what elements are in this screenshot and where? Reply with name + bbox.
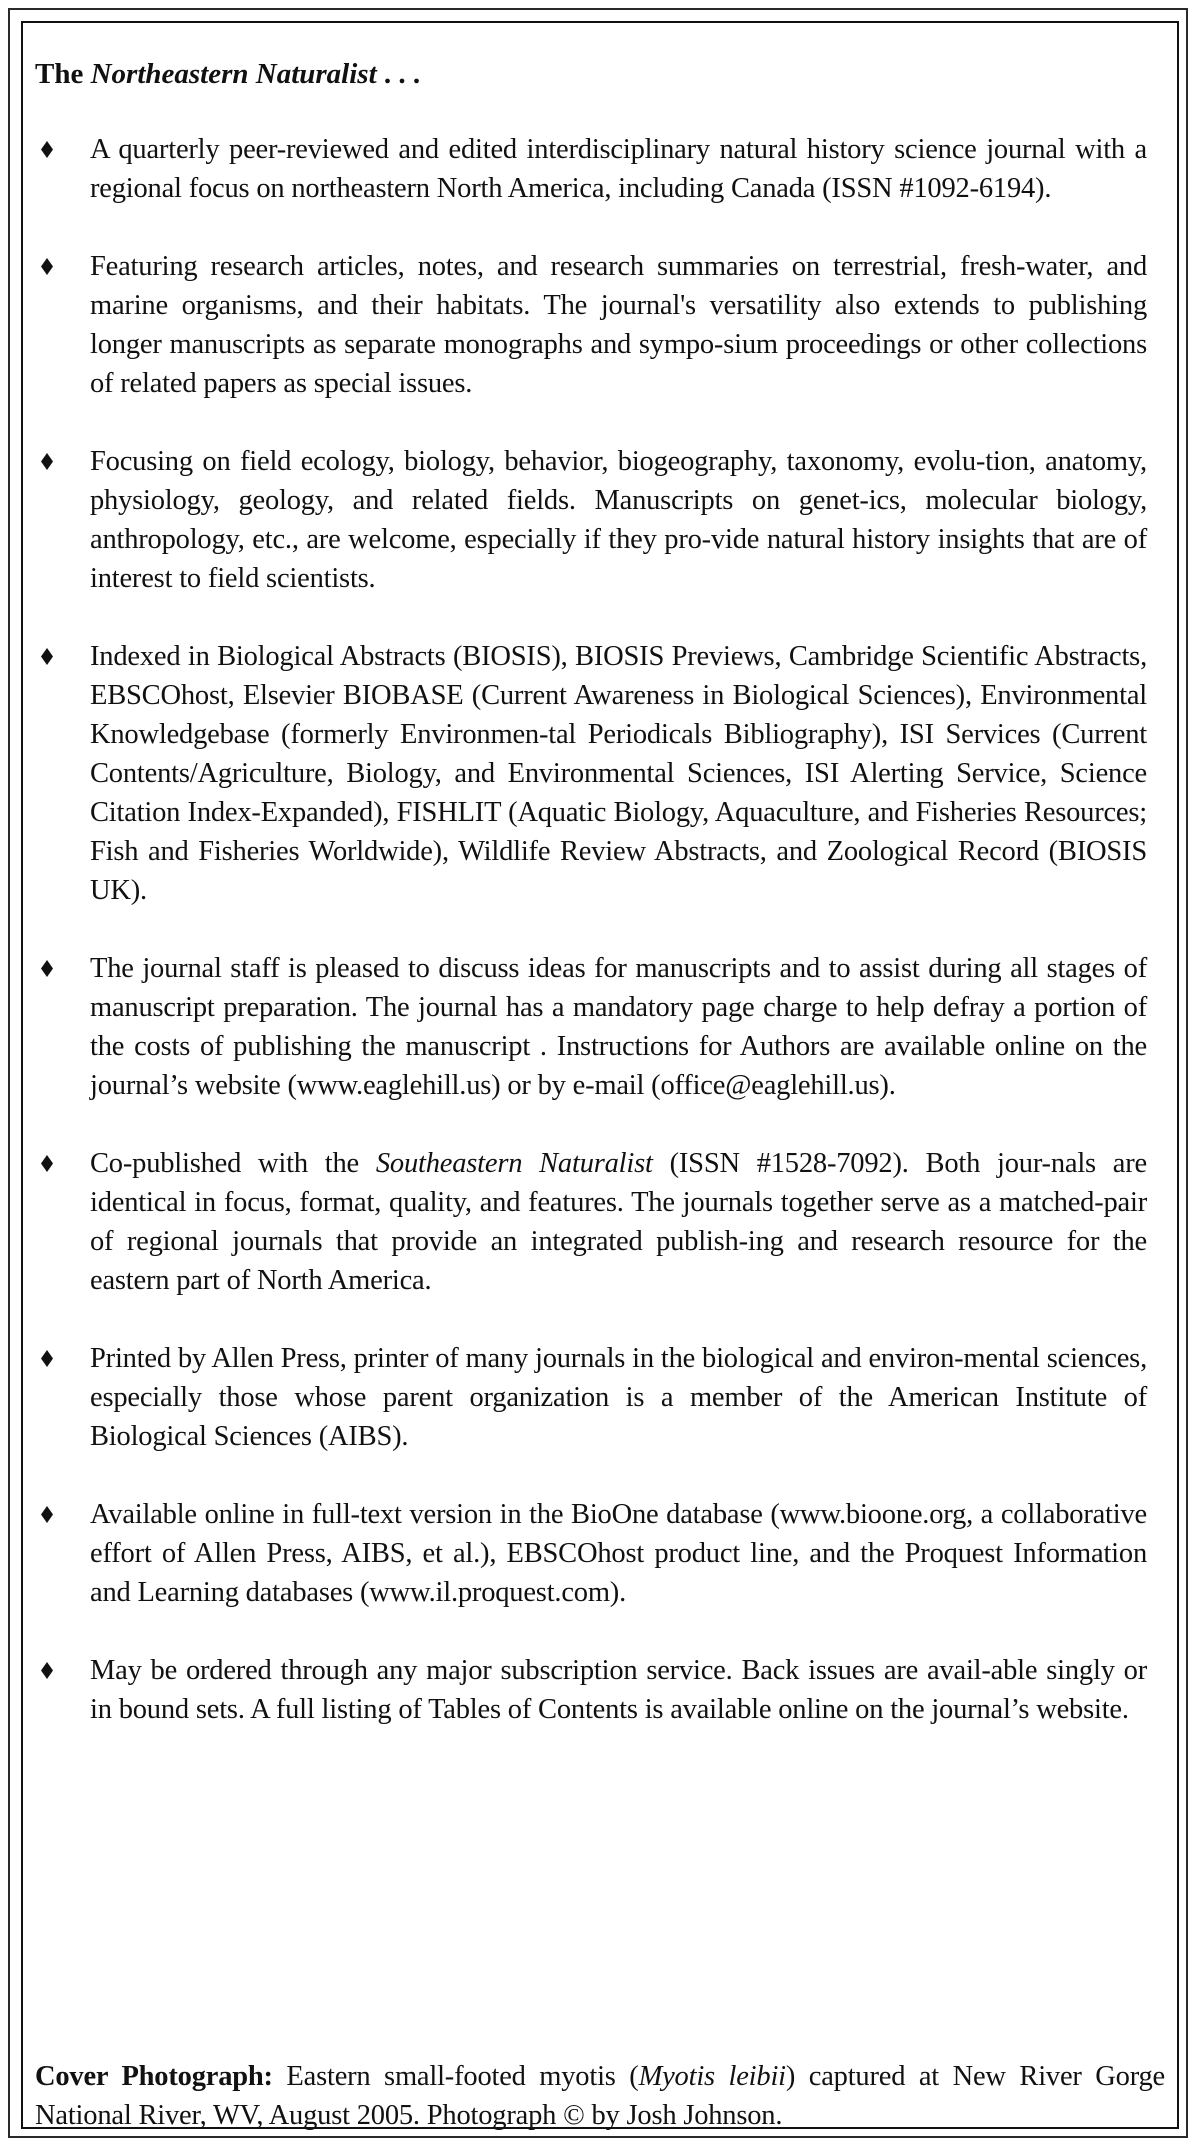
journal-description [35, 56, 1165, 1768]
diamond-bullet-icon [41, 141, 53, 158]
journal-name: Northeastern Naturalist [90, 58, 377, 90]
list-item-text: Featuring research articles, notes, and research summaries on terrestrial, fresh-water, and marine organisms, and their habitats. The journal's versatility also extends to publishing longer manuscripts as separate monographs and sympo-sium proceedings or other collections of related papers as special issues. [90, 251, 1147, 399]
list-item [35, 1144, 1165, 1300]
diamond-bullet-icon [41, 453, 53, 470]
title-suffix: . . . [376, 58, 421, 90]
list-item-text: Available online in full-text version in the BioOne database (www.bioone.org, a collaborative effort of Allen Press, AIBS, et al.), EBSCOhost product line, and the Proquest Information and Learning databases (www.il.proquest.com). [90, 1499, 1147, 1608]
feature-list [35, 130, 1165, 1729]
title-prefix: The [35, 58, 91, 90]
list-item-text: (ISSN #1528-7092). Both jour-nals are identical in focus, format, quality, and features. The journals together serve as a matched-pair of regional journals that provide an integrated publish-ing and research resource for the eastern part of North America. [90, 1148, 1147, 1296]
caption-text-after: ) captured at New River Gorge National River, WV, August 2005. Photograph © by Josh Johnson. [35, 2060, 1165, 2131]
list-item-text: Focusing on field ecology, biology, behavior, biogeography, taxonomy, evolu-tion, anatomy, physiology, geology, and related fields. Manuscripts on genet-ics, molecular biology, anthropology, etc., are welcome, especially if they pro-vide natural history insights that are of interest to field scientists. [90, 446, 1147, 594]
list-item [35, 247, 1165, 403]
diamond-bullet-icon [41, 648, 53, 665]
caption-label: Cover Photograph: [35, 2060, 273, 2092]
list-item [35, 1651, 1165, 1729]
diamond-bullet-icon [41, 1155, 53, 1172]
list-item [35, 1495, 1165, 1612]
diamond-bullet-icon [41, 258, 53, 275]
diamond-bullet-icon [41, 1350, 53, 1367]
species-name: Myotis leibii [638, 2060, 786, 2092]
list-item [35, 442, 1165, 598]
caption-text-before: Eastern small-footed myotis ( [272, 2060, 639, 2092]
diamond-bullet-icon [41, 1506, 53, 1523]
diamond-bullet-icon [41, 1662, 53, 1679]
list-item [35, 949, 1165, 1105]
list-item-text: A quarterly peer-reviewed and edited interdisciplinary natural history science journal with a regional focus on northeastern North America, including Canada (ISSN #1092-6194). [90, 134, 1147, 204]
diamond-bullet-icon [41, 960, 53, 977]
list-item [35, 1339, 1165, 1456]
list-item-text: May be ordered through any major subscription service. Back issues are avail-able singly or in bound sets. A full listing of Tables of Contents is available online on the journal’s website. [90, 1655, 1147, 1725]
list-item-prefix: Co-published with the [90, 1148, 376, 1179]
co-journal-name: Southeastern Naturalist [375, 1148, 653, 1179]
list-item [35, 637, 1165, 910]
list-item [35, 130, 1165, 208]
list-item-text: Indexed in Biological Abstracts (BIOSIS), BIOSIS Previews, Cambridge Scientific Abstracts, EBSCOhost, Elsevier BIOBASE (Current Awareness in Biological Sciences), Environmental Knowledgebase (formerly Environmen-tal Periodicals Bibliography), ISI Services (Current Contents/Agriculture, Biology, and Environmental Sciences, ISI Alerting Service, Science Citation Index-Expanded), FISHLIT (Aquatic Biology, Aquaculture, and Fisheries Resources; Fish and Fisheries Worldwide), Wildlife Review Abstracts, and Zoological Record (BIOSIS UK). [90, 641, 1147, 906]
list-item-text: The journal staff is pleased to discuss ideas for manuscripts and to assist during all stages of manuscript preparation. The journal has a mandatory page charge to help defray a portion of the costs of publishing the manuscript . Instructions for Authors are available online on the journal’s website (www.eaglehill.us) or by e-mail (office@eaglehill.us). [90, 953, 1147, 1101]
list-item-text: Printed by Allen Press, printer of many journals in the biological and environ-mental sciences, especially those whose parent organization is a member of the American Institute of Biological Sciences (AIBS). [90, 1343, 1147, 1452]
cover-photograph-caption [35, 2057, 1165, 2135]
page-title [35, 56, 1165, 92]
